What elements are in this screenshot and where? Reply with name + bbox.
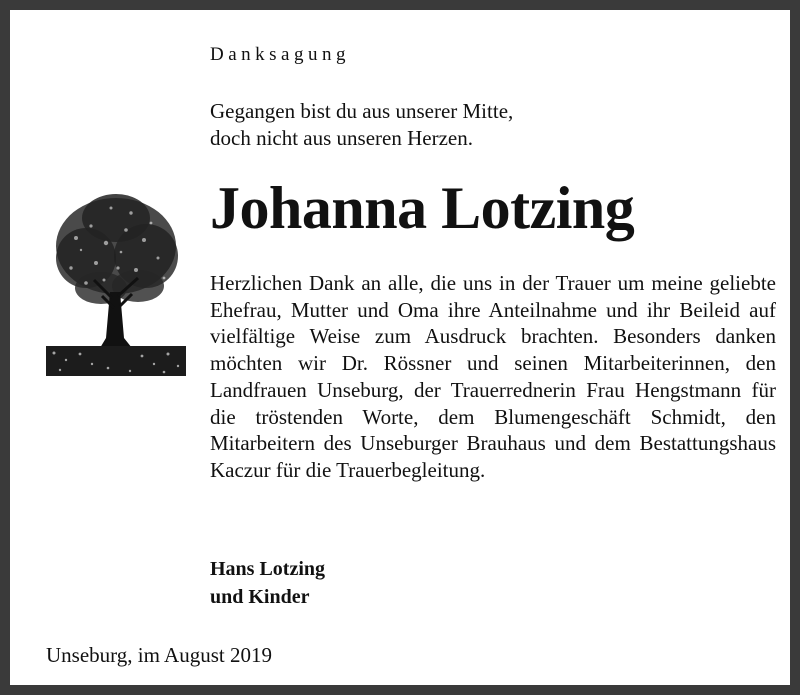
tree-icon [46, 188, 186, 378]
thanks-text: Herzlichen Dank an alle, die uns in der Trauer um meine geliebte Ehefrau, Mutter und Oma ihre Anteilnahme und ihr Beileid auf vielfältige Weise zum Ausdruck brachten. Besonders danken möchten wir Dr. Rössner und seinen Mitarbeiterinnen, den Landfrauen Unseburg, der Trauerrednerin Frau Hengstmann für die tröstenden Worte, dem Blumengeschäft Schmidt, den Mitarbeitern des Unseburger Brauhaus und dem Bestattungshaus Kaczur für die Trauerbegleitung. [210, 271, 776, 482]
deceased-name: Johanna Lotzing [210, 175, 635, 241]
signature-line-1: Hans Lotzing [210, 558, 326, 580]
place-date: Unseburg, im August 2019 [46, 643, 272, 667]
motto [210, 98, 513, 152]
signature-line-2: und Kinder [210, 586, 310, 608]
motto-line-2: doch nicht aus unseren Herzen. [210, 126, 473, 150]
heading: Danksagung [210, 44, 350, 65]
signature [210, 555, 325, 611]
motto-line-1: Gegangen bist du aus unserer Mitte, [210, 99, 514, 123]
